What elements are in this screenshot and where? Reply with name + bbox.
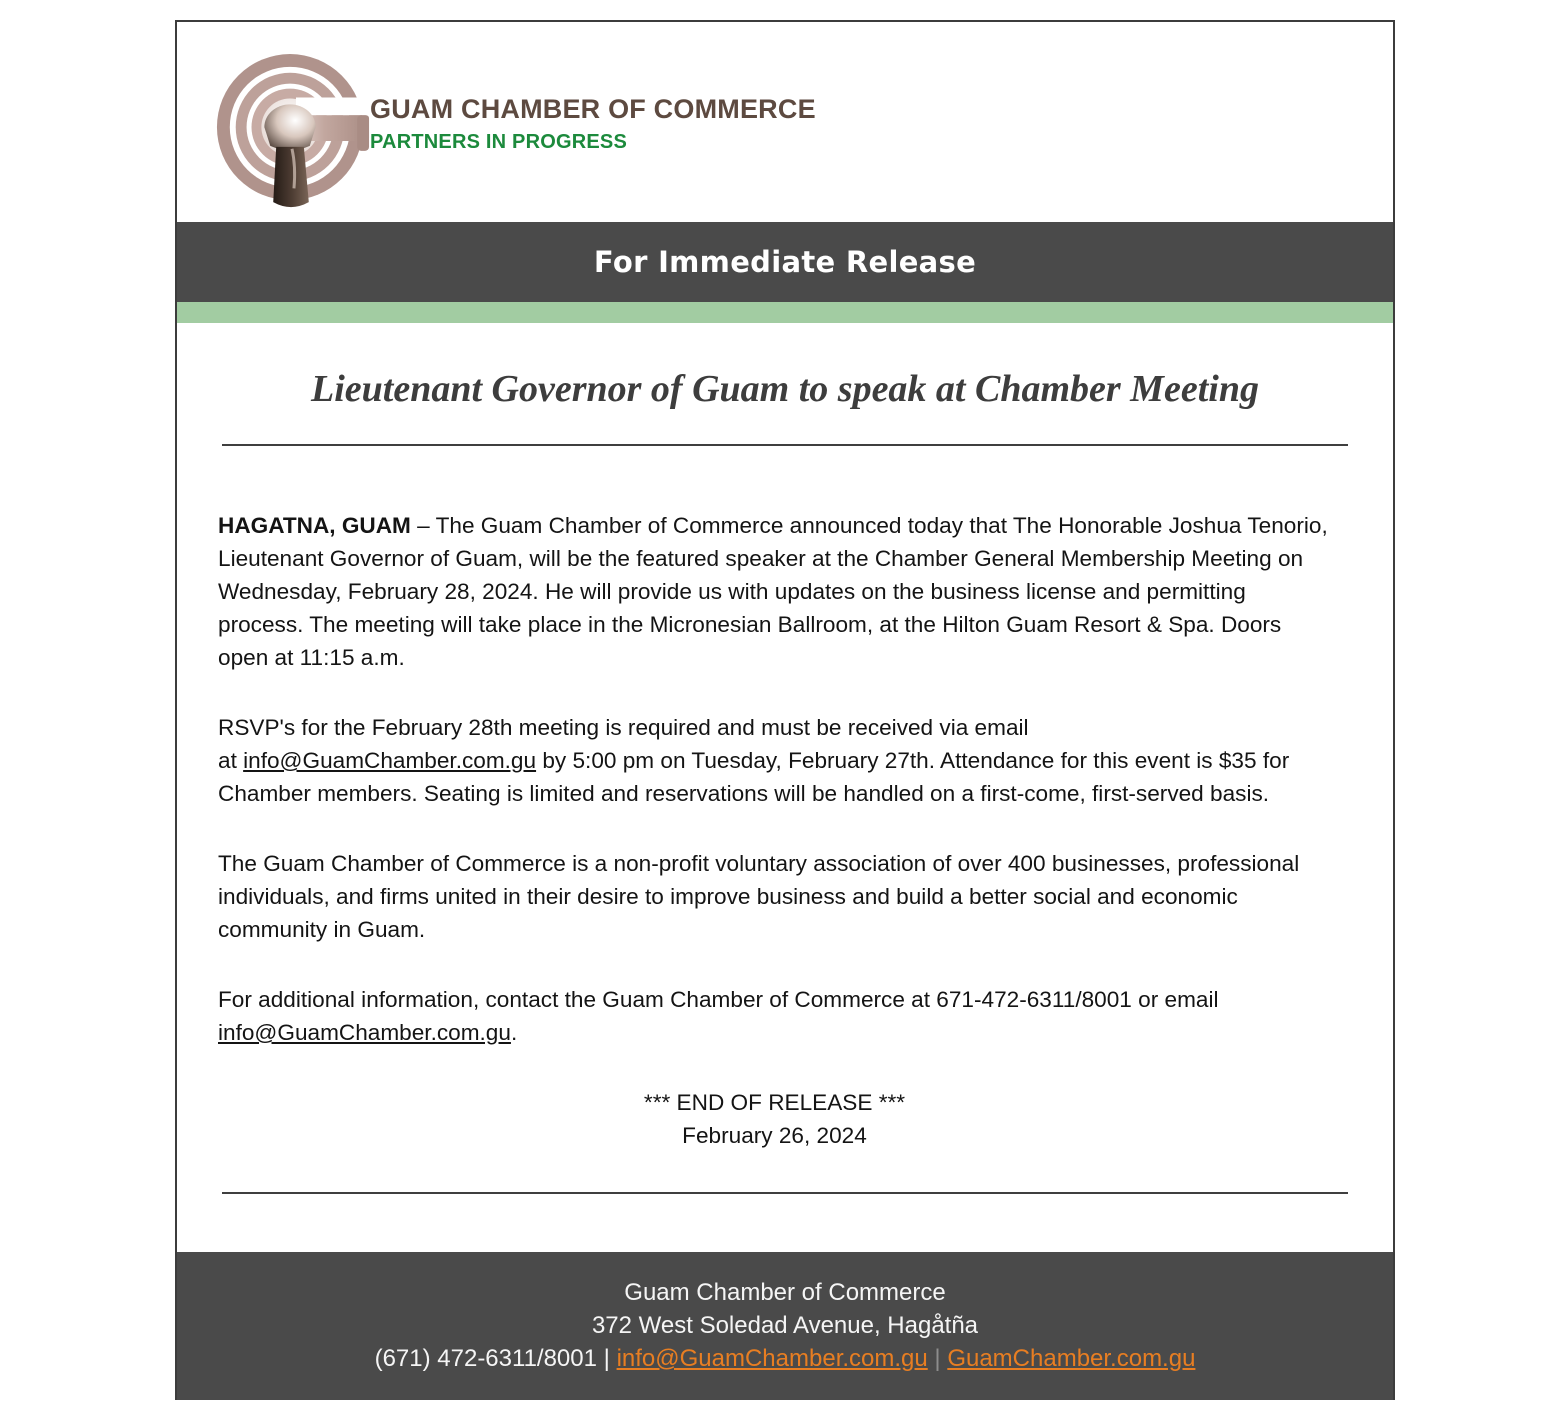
paragraph-4-prelink: For additional information, contact the Guam Chamber of Commerce at 671-472-6311/8001 or email [218, 987, 1219, 1012]
info-email-link[interactable]: info@GuamChamber.com.gu [218, 1020, 511, 1045]
accent-strip [177, 302, 1393, 323]
paragraph-2-line1: RSVP's for the February 28th meeting is required and must be received via email [218, 715, 1029, 740]
footer-org-name: Guam Chamber of Commerce [624, 1279, 946, 1306]
press-release-page [175, 20, 1395, 1400]
release-banner [177, 222, 1393, 302]
paragraph-1 [218, 509, 1331, 674]
paragraph-3: The Guam Chamber of Commerce is a non-profit voluntary association of over 400 businesses, professional individuals, and firms united in their desire to improve business and build a better social and economic community in Guam. [218, 851, 1300, 942]
footer [177, 1252, 1393, 1400]
footer-separator-1: | [603, 1345, 610, 1372]
paragraph-4 [218, 983, 1331, 1049]
footer-phone: (671) 472-6311/8001 [374, 1345, 597, 1372]
release-date: February 26, 2024 [682, 1123, 867, 1148]
paragraph-2-prelink: at [218, 748, 244, 773]
rsvp-email-link[interactable]: info@GuamChamber.com.gu [243, 748, 537, 773]
paragraph-4-postlink: . [510, 1020, 518, 1045]
release-body [177, 323, 1393, 1252]
chamber-logo-icon [213, 52, 371, 220]
paragraph-1-text: – The Guam Chamber of Commerce announced today that The Honorable Joshua Tenorio, Lieutenant Governor of Guam, will be the featured speaker at the Chamber General Membership Meeting on Wednesday, February 28, 2024. He will provide us with updates on the business license and permitting process. The meeting will take place in the Micronesian Ballroom, at the Hilton Guam Resort & Spa. Doors open at 11:15 a.m. [218, 513, 1328, 670]
divider-bottom [222, 1192, 1348, 1194]
release-text [177, 509, 1393, 1152]
brand-text [370, 94, 816, 154]
end-of-release-block [218, 1086, 1331, 1152]
brand-name: GUAM CHAMBER OF COMMERCE [370, 94, 816, 124]
footer-email-link[interactable]: info@GuamChamber.com.gu [616, 1345, 928, 1372]
footer-separator-2: | [934, 1345, 941, 1372]
footer-contact-line [177, 1342, 1393, 1375]
end-of-release-marker: *** END OF RELEASE *** [643, 1090, 906, 1115]
header [177, 22, 1393, 222]
footer-address: 372 West Soledad Avenue, Hagåtña [591, 1312, 979, 1339]
paragraph-2 [218, 711, 1331, 810]
brand-tagline: PARTNERS IN PROGRESS [370, 131, 627, 153]
banner-title: For Immediate Release [593, 245, 977, 279]
headline: Lieutenant Governor of Guam to speak at Chamber Meeting [311, 368, 1259, 410]
divider-top [222, 444, 1348, 446]
footer-website-link[interactable]: GuamChamber.com.gu [947, 1345, 1196, 1372]
dateline: HAGATNA, GUAM [218, 513, 411, 538]
paragraph-2-postlink: by 5:00 pm on Tuesday, February 27th. Attendance for this event is $35 for Chamber members. Seating is limited and reservations will be handled on a first-come, first-served basis. [218, 748, 1290, 806]
